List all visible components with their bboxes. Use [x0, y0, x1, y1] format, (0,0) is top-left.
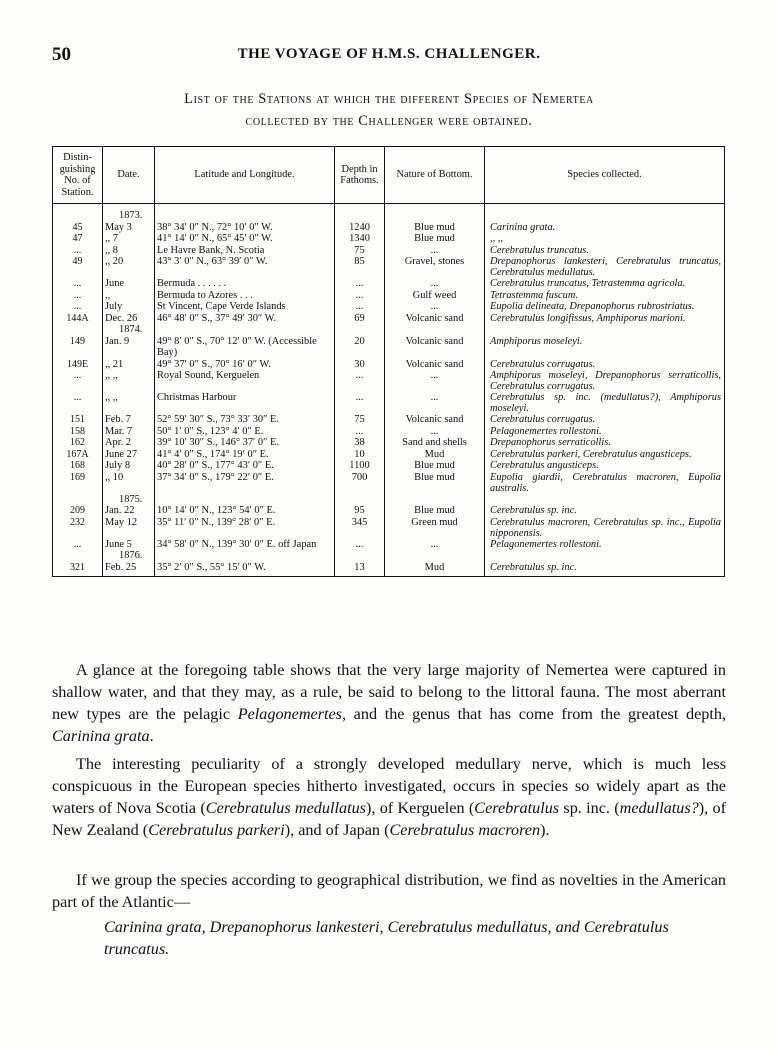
cell-station: 45	[53, 204, 103, 234]
cell-depth: 69	[335, 313, 385, 325]
cell-station: ...	[53, 278, 103, 290]
cell-depth: ...	[335, 278, 385, 290]
cell-species: Cerebratulus parkeri, Cerebratulus angusticeps.	[485, 449, 725, 461]
table-row	[53, 245, 725, 257]
cell-date: June 5	[103, 539, 155, 551]
cell-date: June	[103, 278, 155, 290]
table-row	[53, 370, 725, 392]
cell-bottom: Volcanic sand	[385, 359, 485, 371]
stations-table	[52, 146, 725, 577]
cell-bottom: Green mud	[385, 517, 485, 539]
cell-depth: 95	[335, 494, 385, 517]
cell-latlong: 39° 10′ 30″ S., 146° 37′ 0″ E.	[155, 437, 335, 449]
cell-date: Mar. 7	[103, 426, 155, 438]
cell-depth: ...	[335, 426, 385, 438]
cell-species: Cerebratulus angusticeps.	[485, 460, 725, 472]
cell-depth: ...	[335, 290, 385, 302]
cell-depth: 345	[335, 517, 385, 539]
cell-bottom: ...	[385, 245, 485, 257]
cell-date: 1875. Jan. 22	[103, 494, 155, 517]
cell-date: ,, 10	[103, 472, 155, 494]
cell-species: Cerebratulus longifissus, Amphiporus marioni.	[485, 313, 725, 325]
cell-station: 47	[53, 233, 103, 245]
table-row	[53, 539, 725, 551]
table-row	[53, 204, 725, 234]
cell-latlong: 40° 28′ 0″ S., 177° 43′ 0″ E.	[155, 460, 335, 472]
cell-station: 167A	[53, 449, 103, 461]
cell-latlong: Bermuda . . . . . .	[155, 278, 335, 290]
cell-latlong: 46° 48′ 0″ S., 37° 49′ 30″ W.	[155, 313, 335, 325]
cell-bottom: ...	[385, 539, 485, 551]
cell-date: June 27	[103, 449, 155, 461]
cell-species: Cerebratulus truncatus, Tetrastemma agricola.	[485, 278, 725, 290]
cell-date: 1873. May 3	[103, 204, 155, 234]
cell-latlong: St Vincent, Cape Verde Islands	[155, 301, 335, 313]
cell-species: Eupolia giardii, Cerebratulus macroren, Eupolia australis.	[485, 472, 725, 494]
cell-species: Cerebratulus corrugatus.	[485, 414, 725, 426]
cell-depth: ...	[335, 301, 385, 313]
cell-depth: 30	[335, 359, 385, 371]
cell-latlong: 52° 59′ 30″ S., 73° 33′ 30″ E.	[155, 414, 335, 426]
table-row	[53, 278, 725, 290]
cell-depth: ...	[335, 370, 385, 392]
cell-station: 209	[53, 494, 103, 517]
cell-species: Cerebratulus corrugatus.	[485, 359, 725, 371]
cell-bottom: Blue mud	[385, 472, 485, 494]
table-row	[53, 449, 725, 461]
cell-latlong: 41° 4′ 0″ S., 174° 19′ 0″ E.	[155, 449, 335, 461]
table-row	[53, 414, 725, 426]
cell-bottom: Blue mud	[385, 204, 485, 234]
cell-year: 1876.	[119, 550, 143, 561]
cell-latlong: 35° 11′ 0″ N., 139° 28′ 0″ E.	[155, 517, 335, 539]
cell-latlong: 38° 34′ 0″ N., 72° 10′ 0″ W.	[155, 204, 335, 234]
cell-date: 1876. Feb. 25	[103, 550, 155, 577]
cell-station: ...	[53, 392, 103, 414]
cell-latlong: Bermuda to Azores . . .	[155, 290, 335, 302]
cell-date: ,, 7	[103, 233, 155, 245]
cell-depth: 75	[335, 245, 385, 257]
cell-bottom: Blue mud	[385, 233, 485, 245]
cell-bottom: Sand and shells	[385, 437, 485, 449]
table-caption	[52, 88, 726, 132]
cell-bottom: Volcanic sand	[385, 414, 485, 426]
table-body	[53, 204, 725, 577]
cell-station: 149	[53, 324, 103, 359]
cell-latlong: 49° 37′ 0″ S., 70° 16′ 0″ W.	[155, 359, 335, 371]
cell-station: 162	[53, 437, 103, 449]
cell-latlong: 35° 2′ 0″ S., 55° 15′ 0″ W.	[155, 550, 335, 577]
cell-station: 168	[53, 460, 103, 472]
table-header-row	[53, 147, 725, 204]
cell-station: ...	[53, 301, 103, 313]
cell-latlong: Le Havre Bank, N. Scotia	[155, 245, 335, 257]
cell-station: 144A	[53, 313, 103, 325]
cell-bottom: Gravel, stones	[385, 256, 485, 278]
header-date: Date.	[103, 147, 155, 204]
cell-latlong: Royal Sound, Kerguelen	[155, 370, 335, 392]
cell-date: ,,	[103, 290, 155, 302]
cell-latlong: 10° 14′ 0″ N., 123° 54′ 0″ E.	[155, 494, 335, 517]
cell-bottom: ...	[385, 370, 485, 392]
cell-date: May 12	[103, 517, 155, 539]
cell-bottom: ...	[385, 426, 485, 438]
cell-date: Feb. 7	[103, 414, 155, 426]
cell-latlong: Christmas Harbour	[155, 392, 335, 414]
cell-year: 1875.	[119, 493, 143, 505]
cell-bottom: ...	[385, 278, 485, 290]
cell-latlong: 43° 3′ 0″ N., 63° 39′ 0″ W.	[155, 256, 335, 278]
table-row	[53, 392, 725, 414]
cell-station: 321	[53, 550, 103, 577]
cell-bottom: Mud	[385, 550, 485, 577]
table-row	[53, 290, 725, 302]
paragraph-2: The interesting peculiarity of a strongly developed medullary nerve, which is much less conspicuous in the European species hitherto investigated, occurs in species so widely apart as the waters of Nova Scotia (Cerebratulus medullatus), of Kerguelen (Cerebratulus sp. inc. (medullatus?), of New Zealand (Cerebratulus parkeri), and of Japan (Cerebratulus macroren).	[52, 755, 726, 839]
cell-species: Amphiporus moseleyi, Drepanophorus serraticollis, Cerebratulus corrugatus.	[485, 370, 725, 392]
cell-depth: 75	[335, 414, 385, 426]
cell-station: 151	[53, 414, 103, 426]
cell-station: 49	[53, 256, 103, 278]
table-row	[53, 517, 725, 539]
cell-species: Carinina grata.	[485, 204, 725, 234]
cell-depth: 1240	[335, 204, 385, 234]
cell-species: Tetrastemma fuscum.	[485, 290, 725, 302]
cell-species: Drepanophorus serraticollis.	[485, 437, 725, 449]
cell-depth: 700	[335, 472, 385, 494]
cell-depth: ...	[335, 539, 385, 551]
table-row	[53, 494, 725, 517]
cell-station: 232	[53, 517, 103, 539]
cell-date: ,, ,,	[103, 392, 155, 414]
cell-year: 1874.	[119, 324, 143, 335]
table-row	[53, 233, 725, 245]
cell-station: 149E	[53, 359, 103, 371]
cell-date: ,, 8	[103, 245, 155, 257]
paragraph-3: If we group the species according to geographical distribution, we find as novelties in the American part of the Atlantic—	[52, 871, 726, 911]
table-row	[53, 550, 725, 577]
cell-bottom: ...	[385, 301, 485, 313]
cell-depth: 20	[335, 324, 385, 359]
cell-species: Cerebratulus truncatus.	[485, 245, 725, 257]
cell-depth: 1100	[335, 460, 385, 472]
cell-station: ...	[53, 290, 103, 302]
table-row	[53, 324, 725, 359]
cell-bottom: Volcanic sand	[385, 313, 485, 325]
cell-station: ...	[53, 539, 103, 551]
cell-date: ,, 20	[103, 256, 155, 278]
cell-latlong: 50° 1′ 0″ S., 123° 4′ 0″ E.	[155, 426, 335, 438]
cell-depth: 85	[335, 256, 385, 278]
cell-depth: ...	[335, 392, 385, 414]
cell-bottom: Blue mud	[385, 460, 485, 472]
header-depth: Depth in Fathoms.	[335, 147, 385, 204]
cell-year: 1873.	[119, 210, 143, 221]
species-list-quote: Carinina grata, Drepanophorus lankesteri, Cerebratulus medullatus, and Cerebratulus truncatus.	[104, 918, 669, 958]
cell-bottom: Blue mud	[385, 494, 485, 517]
caption-line-2: collected by the Challenger were obtained.	[245, 113, 533, 129]
table-row	[53, 437, 725, 449]
table-row	[53, 472, 725, 494]
cell-species: Cerebratulus sp. inc.	[485, 494, 725, 517]
table-row	[53, 460, 725, 472]
table-row	[53, 359, 725, 371]
cell-depth: 1340	[335, 233, 385, 245]
cell-latlong: 34° 58′ 0″ N., 139° 30′ 0″ E. off Japan	[155, 539, 335, 551]
header-station: Distin- guishing No. of Station.	[53, 147, 103, 204]
cell-latlong: 41° 14′ 0″ N., 65° 45′ 0″ W.	[155, 233, 335, 245]
cell-date: July	[103, 301, 155, 313]
cell-depth: 10	[335, 449, 385, 461]
cell-station: 158	[53, 426, 103, 438]
page-number: 50	[52, 44, 71, 65]
cell-species: Pelagonemertes rollestoni.	[485, 426, 725, 438]
cell-bottom: Gulf weed	[385, 290, 485, 302]
cell-species: Cerebratulus sp. inc. (medullatus?), Amphiporus moseleyi.	[485, 392, 725, 414]
cell-date: 1874. Jan. 9	[103, 324, 155, 359]
cell-species: Pelagonemertes rollestoni.	[485, 539, 725, 551]
cell-station: ...	[53, 245, 103, 257]
cell-species: Amphiporus moseleyi.	[485, 324, 725, 359]
cell-species: Cerebratulus sp. inc.	[485, 550, 725, 577]
table-row	[53, 313, 725, 325]
table-row	[53, 256, 725, 278]
table-row	[53, 426, 725, 438]
cell-bottom: Mud	[385, 449, 485, 461]
cell-species: Eupolia delineata, Drepanophorus rubrostriatus.	[485, 301, 725, 313]
cell-station: 169	[53, 472, 103, 494]
cell-bottom: ...	[385, 392, 485, 414]
cell-species: ,, ,,	[485, 233, 725, 245]
cell-date: ,, ,,	[103, 370, 155, 392]
cell-depth: 13	[335, 550, 385, 577]
cell-bottom: Volcanic sand	[385, 324, 485, 359]
cell-species: Drepanophorus lankesteri, Cerebratulus truncatus, Cerebratulus medullatus.	[485, 256, 725, 278]
header-species: Species collected.	[485, 147, 725, 204]
cell-species: Cerebratulus macroren, Cerebratulus sp. inc., Eupolia nipponensis.	[485, 517, 725, 539]
cell-depth: 38	[335, 437, 385, 449]
cell-date: Dec. 26	[103, 313, 155, 325]
running-title: THE VOYAGE OF H.M.S. CHALLENGER.	[237, 46, 541, 62]
cell-station: ...	[53, 370, 103, 392]
header-latlong: Latitude and Longitude.	[155, 147, 335, 204]
running-header	[52, 44, 726, 66]
cell-date: Apr. 2	[103, 437, 155, 449]
paragraph-1: A glance at the foregoing table shows that the very large majority of Nemertea were captured in shallow water, and that they may, as a rule, be said to belong to the littoral fauna. The most aberrant new types are the pelagic Pelagonemertes, and the genus that has come from the greatest depth, Carinina grata.	[52, 661, 726, 745]
cell-date: July 8	[103, 460, 155, 472]
cell-date: ,, 21	[103, 359, 155, 371]
cell-latlong: 49° 8′ 0″ S., 70° 12′ 0″ W. (Accessible Bay)	[155, 324, 335, 359]
table-row	[53, 301, 725, 313]
header-bottom: Nature of Bottom.	[385, 147, 485, 204]
cell-latlong: 37° 34′ 0″ S., 179° 22′ 0″ E.	[155, 472, 335, 494]
caption-line-1: List of the Stations at which the different Species of Nemertea	[184, 91, 594, 107]
